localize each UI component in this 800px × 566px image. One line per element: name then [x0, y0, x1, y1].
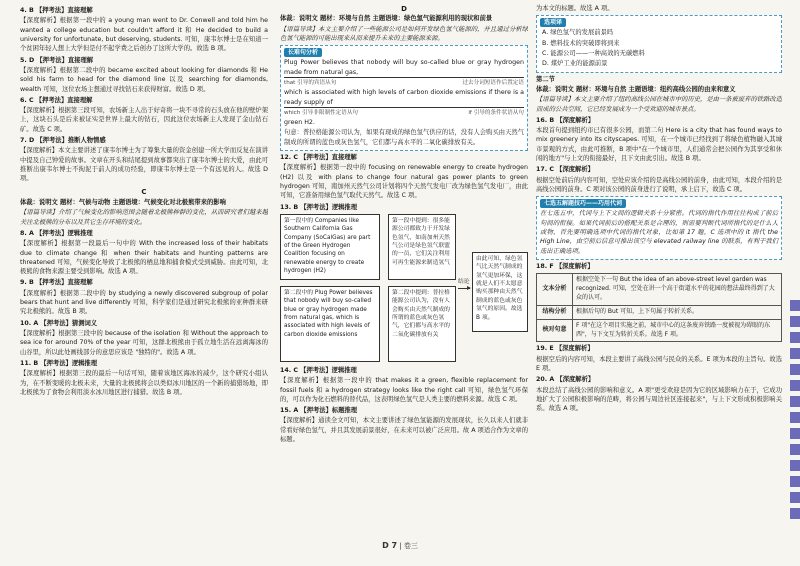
column-right [536, 4, 782, 534]
q8-text: 【深度解析】根据第一段最后一句中的 With the increased loss of their habitats due to climate change 和 when their habitats and hunting patterns are threatened 可知，气候变化导致了北极熊的栖息地和捕食模式受到威胁。由此可知，北极熊的食物来源主要受到影响。故选 A 项。 [20, 240, 268, 276]
page-footer [0, 540, 800, 552]
q20-head: 20. A 【深度解析】 [536, 376, 595, 384]
footer-sub-label: 卷三 [403, 542, 418, 550]
option-a: A. 绿色氢气的发展前景吗 [542, 29, 614, 37]
q10-text: 【深度解析】根据第三段中的 because of the isolation 和 Without the approach to sea ice for around 70% of the year 可知，这群北极熊由于孤立地生活在远离海冰的山谷里，所以此处画线部分的意思应该是 "独特的"。故选 A 项。 [20, 330, 268, 356]
section-c-letter: C [141, 187, 147, 196]
edge-tab [790, 428, 800, 439]
right-edge-tabs [790, 300, 800, 524]
q14-text: 【深度解析】根据第一段中的 that makes it a green, flexible replacement for fossil fuels 和 a hydrogen strategy looks like the right call 可知，绿色氢气环保的，可以作为化石燃料的替代品，这表明绿色氢气是人类主要的燃料来源。故选 C 项。 [280, 377, 528, 403]
q16-text: 本段首句提到纽约市已有很多公园，而第二句 Here is a city that has found ways to mix greenery into its cityscapes. 可知，在一个城市已经找到了将绿色植物融入其城市景观的方式，由此可推断，B 项中"在一个城市里，人们通常会把公园作为其享受和休闲的地方"与上文的衔接最好，且下文由此引出。故选 B 项。 [536, 127, 782, 163]
edge-tab [790, 508, 800, 519]
section-c-meta: 体裁：说明文 题材：气候与动物 主题语境：气候变化对北极熊带来的影响 [20, 198, 226, 206]
ls-note2: 过去分词短语作后置定语 [462, 79, 524, 86]
flow-box-1: 第一段中的 Companies like Southern California Gas Company (SoCalGas) are part of the Green Hydrogen Coalition focusing on renewable energy to create hydrogen (H2) [280, 214, 380, 280]
option-d: D. 煤炉工业的能源前景 [542, 60, 608, 68]
q6-text: 【深度解析】根据第三段可知，农场新主人出于好奇将一块不寻常的石头放在他的壁炉架上，这块石头是后来被证实是世界上最大的钻石，因此这位农场新主人发现了金山钻石矿。故选 C 项。 [20, 107, 268, 133]
table-value: 根据空处下一句 But the idea of an above-street level garden was recognized. 可知，空处在讲一个高于街道水平的花园的想法最终得到了大众的认可。 [573, 274, 782, 306]
q16-head: 16. B 【深度解析】 [536, 116, 595, 124]
section-d-meta: 体裁：说明文 题材：环境与自然 主题语境：绿色氢气能源利用的现状和前景 [280, 15, 493, 23]
q14-head: 14. C 【押考法】逻辑推理 [280, 366, 357, 374]
edge-tab [790, 380, 800, 391]
q5-text: 【深度解析】根据第二段中的 became excited about looking for diamonds 和 He sold his farm to head for the diamond line 以及 searching for diamonds, wealth 可知，这位农场主想通过寻找钻石来获得财富。故选 D 项。 [20, 66, 268, 93]
ls-notes-1 [284, 79, 524, 87]
q8-head: 8. A 【押考法】逻辑推理 [20, 229, 93, 237]
q13-head: 13. B 【押考法】逻辑推理 [280, 203, 358, 211]
ls-note1: that 引导的宾语从句 [284, 79, 337, 86]
edge-tab [790, 476, 800, 487]
section-2-guide: 【语篇导读】本文主要介绍了纽约高线公园在城市中的历史，是由一条被废弃的铁路改造而成的公共空间，它已经发展成为一个受欢迎的城市景点。 [536, 96, 782, 113]
q9-text: 【深度解析】根据第二段中的 by studying a newly discovered subgroup of polar bears that hunt and live differently 可知，科学家们是通过研究北极熊的亚种群来研究北极熊的。故选 B 项。 [20, 289, 268, 316]
q19-text: 根据空后的内容可知，本段主要讲了高线公园与民众的关系。E 项为本段的主旨句。故选 E 项。 [536, 355, 782, 373]
edge-tab [790, 444, 800, 455]
edge-tab [790, 412, 800, 423]
section-d-letter: D [401, 5, 407, 13]
table-key: 结构分析 [537, 305, 573, 319]
ls-line2: which is associated with high levels of carbon dioxide emissions if there is a ready supply of [284, 88, 524, 108]
technique-box [536, 196, 782, 260]
edge-tab [790, 460, 800, 471]
ls-translation: 句意：普拉格能源公司认为，如果有现成的绿色氢气供应的话，没有人会购买由天然气制成的所谓的蓝色或灰色氢气，它们都与高水平的二氧化碳排放有关。 [284, 129, 524, 146]
q6-head: 6. C 【押考法】直接理解 [20, 96, 93, 104]
table-row [537, 274, 782, 306]
ls-note4: if 引导的条件状语从句 [468, 109, 524, 116]
option-b: B. 燃料技术的突破即将到来 [542, 39, 620, 47]
flow-box-3: 第二段中的 Plug Power believes that nobody will buy so-called blue or gray hydrogen made from natural gas, which is associated with high levels of carbon dioxide emissions [280, 286, 380, 362]
q18-head: 18. F 【深度解析】 [536, 262, 594, 270]
flow-box-4: 第二段中提到：普拉格能源公司认为，没有人会购买由天然气制成的所谓的蓝色或灰色氢气，它们都与高水平的二氧化碳排放有关 [388, 286, 456, 362]
table-value: F 项"在这个项目实施之前，城市中心的这条废弃铁路一度被视为碍眼的东西"，与下文互为转折关系。故选 F 项。 [573, 319, 782, 342]
q5-head: 5. D 【押考法】直接理解 [20, 56, 94, 64]
option-c: C. 能源公司——一种高效的无碳燃料 [542, 49, 645, 57]
options-box [536, 15, 782, 72]
flow-box-2: 第一段中提到：很多能源公司都致力于开发绿色氢气，如南加州天然气公司是绿色氢气联盟的一员，它们关注利用可再生能源来制造氢气 [388, 214, 456, 280]
long-sentence-tag: 长难句分析 [284, 48, 322, 57]
edge-tab [790, 332, 800, 343]
edge-tab [790, 316, 800, 327]
q13-flow-diagram [280, 214, 528, 364]
section-2-title: 第二节 [536, 75, 555, 83]
q17-head: 17. C 【深度解析】 [536, 166, 594, 174]
edge-tab [790, 396, 800, 407]
table-key: 文本分析 [537, 274, 573, 306]
technique-tag: 七选五解题技巧——巧用代词 [540, 199, 626, 208]
q11-text: 【深度解析】根据第三段的最后一句话可知，随着该地区海冰的减少，这个研究小组认为，在不断变暖的北极未来，大量的北极熊将会以类似冰川地区的一个新的捕猎场地，即北极熊为了食物会利用淡水冰川地区进行捕猎。故选 B 项。 [20, 370, 268, 396]
q9-head: 9. B 【押考法】直接理解 [20, 279, 93, 287]
footer-separator: | [399, 542, 404, 550]
q18-analysis-table [536, 273, 782, 342]
q15-text: 【深度解析】通读全文可知，本文主要讲述了绿色氢能源的发展现状，长久以来人们就非常看好绿色氢气，并且其发展前景很好，在未来可以被广泛应用。故 A 项适合作为文章的标题。 [280, 417, 528, 444]
edge-tab [790, 300, 800, 311]
q4-head: 4. B 【押考法】直接理解 [20, 7, 93, 14]
ls-line1: Plug Power believes that nobody will buy so-called blue or gray hydrogen made from natural gas, [284, 58, 524, 78]
flow-conclusion: 由此可知，绿色氢气比天然气制成的氢气更加环保，这就是人们不太愿意购买那种由天然气制成的蓝色或灰色氢气的原因。故选 B 项。 [472, 252, 528, 332]
section-d-guide: 【语篇导读】本文主要介绍了一些能源公司是如何开发绿色氢气能源的，并且通过分析绿色氢气能源的可能出现来从而来提升未来的主要能源来源。 [280, 25, 528, 42]
q12-head: 12. C 【押考法】直接理解 [280, 154, 357, 162]
ls-note3: which 引导非限制性定语从句 [284, 109, 359, 116]
table-row [537, 305, 782, 319]
flow-arrow-label: 结论 [458, 278, 470, 285]
edge-tab [790, 348, 800, 359]
q15-head: 15. A 【押考法】标题推理 [280, 407, 358, 415]
technique-text: 在七选五中，代词与上下文间的逻辑关系十分紧密。代词的指代作用往往构成了前后句间的衔接。如果代词前后的搭配关系是合理的，则需要判断代词所指代的是什么人或物，首先要明确选项中代词的指代对象，比如第 17 题，C 选项中的 it 指代 the High Line，由空前后信息可推出该空与 elevated railway line 的联系，有利于我们选出正确选项。 [540, 210, 778, 255]
table-value: 根据后句的 But 可知，上下句属于转折关系。 [573, 305, 782, 319]
q17-text: 根据空处前后的内容可知，空处应该介绍的是高线公园的前身，由此可知，本段介绍的是高线公园的前身。C 项对该公园的前身进行了说明，承上启下，故选 C 项。 [536, 176, 782, 193]
q20-text: 本段总结了高线公园的影响和意义。A 项"更受欢迎是因为它的区域影响力在于，它成功地扩大了公园积极影响的范畴，将公园与周边社区连接起来"，与上下文形成积极影响关系。故选 A 项。 [536, 386, 782, 413]
column-middle [280, 4, 528, 534]
q19-head: 19. E 【深度解析】 [536, 345, 594, 353]
q7-head: 7. D 【押考法】推断人物情感 [20, 137, 106, 145]
ls-line3: green H2. [284, 119, 315, 127]
q11-head: 11. B 【押考法】逻辑推理 [20, 359, 98, 367]
flow-arrow [458, 288, 470, 289]
col3-top-line: 为本文的标题。故选 A 项。 [536, 5, 614, 12]
column-left [20, 4, 268, 534]
page-number: D 7 [382, 541, 398, 550]
table-key: 核对句意 [537, 319, 573, 342]
q12-text: 【深度解析】根据第一段中的 focusing on renewable energy to create hydrogen (H2) 以及 with plans to change four natural gas power plants to green hydrogen 可知，南加州天然气公司计划将四个天然气发电厂改为绿色氢气发电厂，由此可知，它准备用绿色氢气取代天然气。故选 C 项。 [280, 164, 528, 200]
table-row [537, 319, 782, 342]
q4-text: 【深度解析】根据第一段中的 a young man went to Dr. Conwell and told him he wanted a college education but couldn't afford it 和 He decided to build a university for unfortunate, but deserving, students. 可知，康韦尔博士是在知道一个贫困年轻人想上大学但是付不起学费之后创办了这所大学的。故选 B 项。 [20, 17, 268, 53]
section-2-meta: 体裁：说明文 题材：环境与自然 主题语境：纽约高线公园的由来和意义 [536, 85, 736, 93]
long-sentence-box [280, 45, 528, 151]
q7-text: 【深度解析】本文主要讲述了康韦尔博士为了筹集大量的资金创建一所大学而反复在演讲中提及自己钟爱的故事。文章在开头和结尾提到故事都突出了康韦尔博士的大爱，由此可推断出康韦尔博士不拘泥于前人的成功经验，即康韦尔博士是一个有远见的人。故选 D 项。 [20, 147, 268, 183]
section-c-guide: 【语篇导读】介绍了气候变化的影响范围会随着北极熊种群的变化，从而研究者们越来越关注北极熊的分布以及其它生存环境的变化。 [20, 209, 268, 226]
ls-notes-2 [284, 109, 524, 117]
edge-tab [790, 492, 800, 503]
edge-tab [790, 364, 800, 375]
options-tag: 选项译 [540, 18, 566, 27]
q10-head: 10. A 【押考法】猜测词义 [20, 319, 98, 327]
